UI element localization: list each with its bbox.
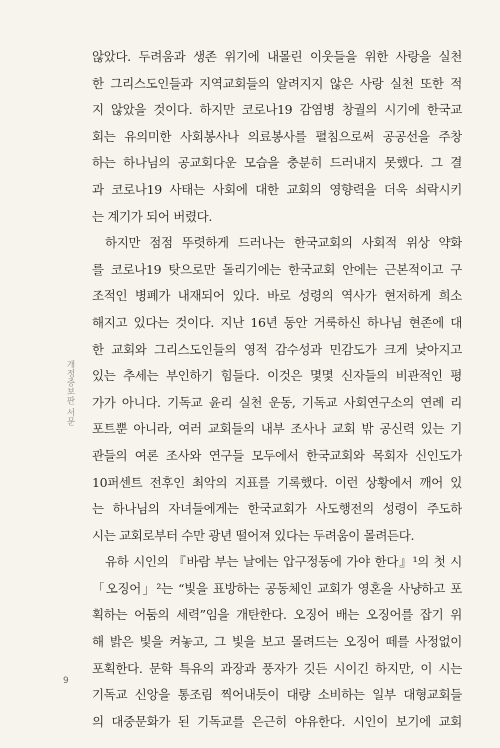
text-line: 가가 아니다. 기독교 윤리 실천 운동, 기독교 사회연구소의 연례 리	[92, 394, 462, 410]
text-line: 지 않았을 것이다. 하지만 코로나19 감염병 창궐의 시기에 한국교	[92, 102, 462, 118]
text-line: 있는 추세는 부인하기 힘들다. 이것은 몇몇 신자들의 비관적인 평	[92, 368, 462, 384]
text-line: 는 계기가 되어 버렸다.	[92, 208, 213, 224]
running-title: 개정증보판 서문	[65, 360, 75, 427]
text-line: 한 그리스도인들과 지역교회들의 알려지지 않은 사랑 실천 또한 적	[92, 75, 462, 91]
text-line: 10퍼센트 전후인 최악의 지표를 기록했다. 이런 상황에서 깨어 있	[92, 474, 462, 490]
text-line: 포트뿐 아니라, 여러 교회들의 내부 조사나 교회 밖 공신력 있는 기	[92, 421, 462, 437]
text-line: 하는 하나님의 공교회다운 모습을 충분히 드러내지 못했다. 그 결	[92, 155, 462, 171]
text-line: 「오징어」²는 “빛을 표방하는 공동체인 교회가 영혼을 사냥하고 포	[92, 580, 462, 596]
text-line: 의 대중문화가 된 기독교를 은근히 야유한다. 시인이 보기에 교회	[92, 713, 462, 729]
page-number: 9	[63, 676, 69, 686]
text-line: 획하는 어둠의 세력”임을 개탄한다. 오징어 배는 오징어를 잡기 위	[92, 607, 462, 623]
paragraph	[92, 549, 462, 735]
text-line: 하지만 점점 뚜렷하게 드러나는 한국교회의 사회적 위상 약화	[105, 235, 462, 251]
body-text	[92, 44, 462, 735]
text-line: 를 코로나19 탓으로만 돌리기에는 한국교회 안에는 근본적이고 구	[92, 261, 462, 277]
text-line: 시는 교회로부터 수만 광년 떨어져 있다는 두려움이 몰려든다.	[92, 527, 415, 543]
text-line: 해지고 있다는 것이다. 지난 16년 동안 거룩하신 하나님 현존에 대	[92, 314, 462, 330]
text-line: 해 밝은 빛을 켜놓고, 그 빛을 보고 몰려드는 오징어 떼를 사정없이	[92, 634, 462, 650]
text-line: 회는 유의미한 사회봉사나 의료봉사를 펼침으로써 공공선을 주창	[92, 128, 462, 144]
text-line: 기독교 신앙을 통조림 찍어내듯이 대량 소비하는 일부 대형교회들	[92, 687, 462, 703]
text-line: 관들의 여론 조사와 연구들 모두에서 한국교회와 목회자 신인도가	[92, 447, 462, 463]
text-line: 유하 시인의 『바람 부는 날에는 압구정동에 가야 한다』¹의 첫 시	[105, 554, 462, 570]
text-line: 는 하나님의 자녀들에게는 한국교회가 사도행전의 성령이 주도하	[92, 501, 462, 517]
text-line: 포획한다. 문학 특유의 과장과 풍자가 깃든 시이긴 하지만, 이 시는	[92, 660, 462, 676]
paragraph	[92, 44, 462, 230]
text-line: 과 코로나19 사태는 사회에 대한 교회의 영향력을 더욱 쇠락시키	[92, 181, 462, 197]
text-line: 않았다. 두려움과 생존 위기에 내몰린 이웃들을 위한 사랑을 실천	[92, 49, 462, 64]
paragraph	[92, 230, 462, 549]
text-line: 조적인 병폐가 내재되어 있다. 바로 성령의 역사가 현저하게 희소	[92, 288, 462, 304]
text-line: 한 교회와 그리스도인들의 영적 감수성과 민감도가 크게 낮아지고	[92, 341, 462, 357]
